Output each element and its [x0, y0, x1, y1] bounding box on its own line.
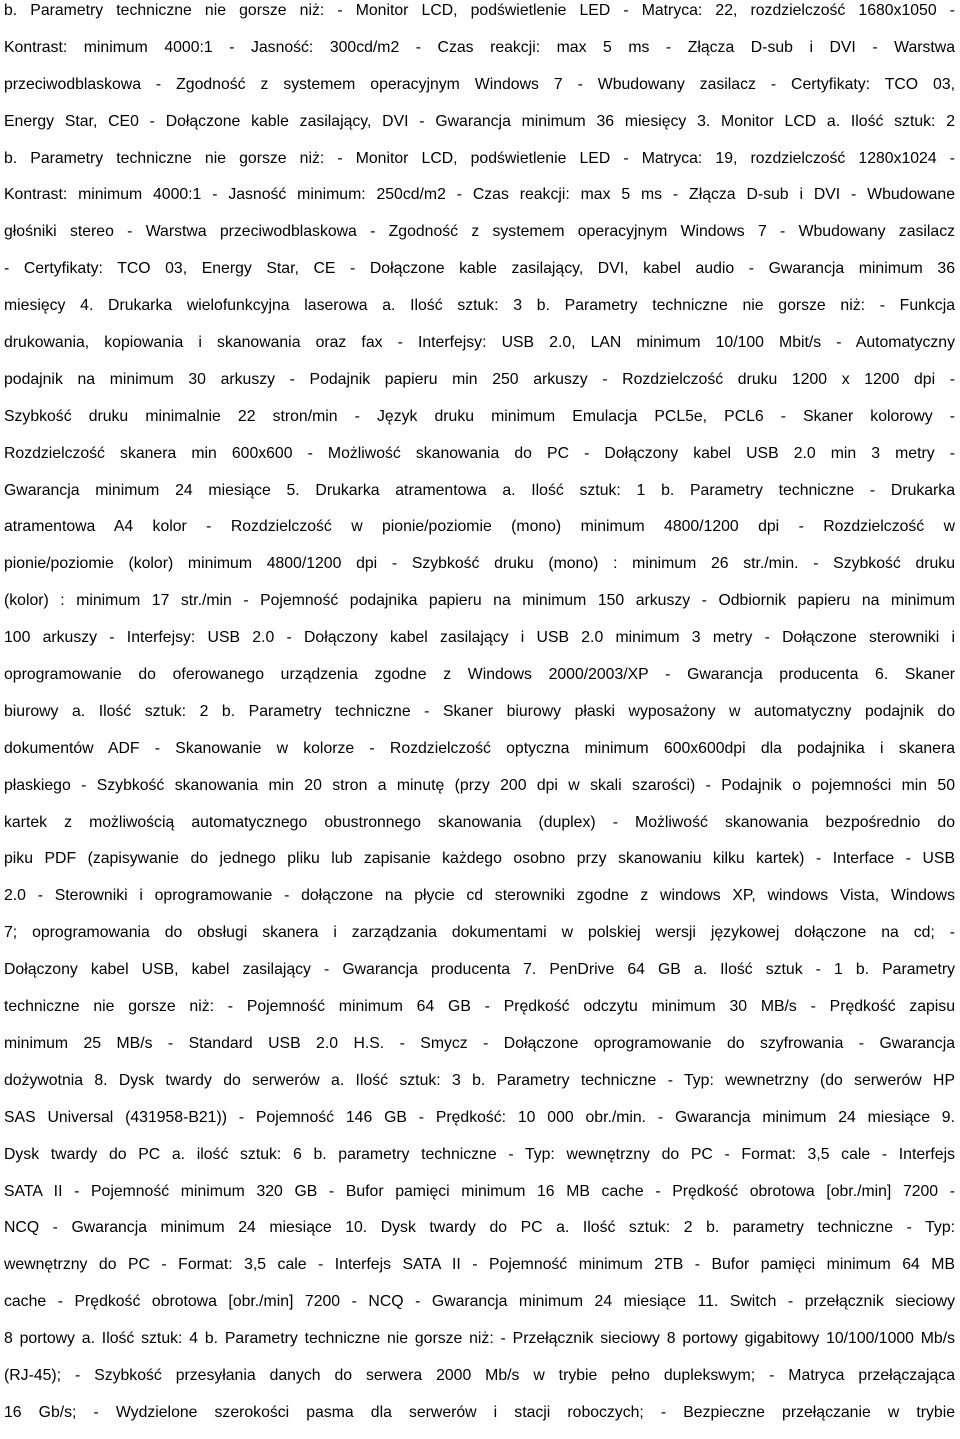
text-line: kartek z możliwością automatycznego obustronnego skanowania (duplex) - Możliwość skanowania bezpośrednio do	[4, 813, 955, 831]
text-line: 7; oprogramowania do obsługi skanera i zarządzania dokumentami w polskiej wersji językowej dołączone na cd; -	[4, 924, 955, 942]
text-line: Energy Star, CE0 - Dołączone kable zasilający, DVI - Gwarancja minimum 36 miesięcy 3. Monitor LCD a. Ilość sztuk: 2	[4, 112, 955, 130]
text-line: Dysk twardy do PC a. ilość sztuk: 6 b. parametry techniczne - Typ: wewnętrzny do PC - Format: 3,5 cale - Interfejs	[4, 1145, 955, 1163]
text-line: dożywotnia 8. Dysk twardy do serwerów a. Ilość sztuk: 3 b. Parametry techniczne - Typ: wewnetrzny (do serwerów HP	[4, 1071, 955, 1089]
text-line: Szybkość druku minimalnie 22 stron/min - Język druku minimum Emulacja PCL5e, PCL6 - Skaner kolorowy -	[4, 407, 955, 425]
text-line: Rozdzielczość skanera min 600x600 - Możliwość skanowania do PC - Dołączony kabel USB 2.0 min 3 metry -	[4, 444, 955, 462]
text-line: (RJ-45); - Szybkość przesyłania danych do serwera 2000 Mb/s w trybie pełno duplekswym; - Matryca przełączająca	[4, 1366, 955, 1384]
text-line: b. Parametry techniczne nie gorsze niż: - Monitor LCD, podświetlenie LED - Matryca: 19, rozdzielczość 1280x1024 -	[4, 149, 955, 167]
text-line: 8 portowy a. Ilość sztuk: 4 b. Parametry techniczne nie gorsze niż: - Przełącznik sieciowy 8 portowy gigabitowy 10/100/1000 Mb/s	[4, 1330, 955, 1348]
text-line: pionie/poziomie (kolor) minimum 4800/1200 dpi - Szybkość druku (mono) : minimum 26 str./min. - Szybkość druku	[4, 555, 955, 573]
text-line: oprogramowanie do oferowanego urządzenia zgodne z Windows 2000/2003/XP - Gwarancja producenta 6. Skaner	[4, 666, 955, 684]
document-body	[4, 0, 955, 1432]
text-line: SATA II - Pojemność minimum 320 GB - Bufor pamięci minimum 16 MB cache - Prędkość obrotowa [obr./min] 7200 -	[4, 1182, 955, 1200]
text-line: głośniki stereo - Warstwa przeciwodblaskowa - Zgodność z systemem operacyjnym Windows 7 - Wbudowany zasilacz	[4, 223, 955, 241]
text-line: płaskiego - Szybkość skanowania min 20 stron a minutę (przy 200 dpi w skali szarości) - Podajnik o pojemności min 50	[4, 776, 955, 794]
text-line: cache - Prędkość obrotowa [obr./min] 7200 - NCQ - Gwarancja minimum 24 miesiące 11. Switch - przełącznik sieciowy	[4, 1293, 955, 1311]
text-line: dokumentów ADF - Skanowanie w kolorze - Rozdzielczość optyczna minimum 600x600dpi dla podajnika i skanera	[4, 739, 955, 757]
text-line: podajnik na minimum 30 arkuszy - Podajnik papieru min 250 arkuszy - Rozdzielczość druku 1200 x 1200 dpi -	[4, 370, 955, 388]
text-line: przeciwodblaskowa - Zgodność z systemem operacyjnym Windows 7 - Wbudowany zasilacz - Certyfikaty: TCO 03,	[4, 75, 955, 93]
text-line: 2.0 - Sterowniki i oprogramowanie - dołączone na płycie cd sterowniki zgodne z windows XP, windows Vista, Windows	[4, 887, 955, 905]
text-line: wewnętrzny do PC - Format: 3,5 cale - Interfejs SATA II - Pojemność minimum 2TB - Bufor pamięci minimum 64 MB	[4, 1256, 955, 1274]
text-line: 100 arkuszy - Interfejsy: USB 2.0 - Dołączony kabel zasilający i USB 2.0 minimum 3 metry - Dołączone sterowniki i	[4, 629, 955, 647]
text-line: (kolor) : minimum 17 str./min - Pojemność podajnika papieru na minimum 150 arkuszy - Odbiornik papieru na minimum	[4, 592, 955, 610]
text-line: atramentowa A4 kolor - Rozdzielczość w pionie/poziomie (mono) minimum 4800/1200 dpi - Rozdzielczość w	[4, 518, 955, 536]
text-line: Gwarancja minimum 24 miesiące 5. Drukarka atramentowa a. Ilość sztuk: 1 b. Parametry techniczne - Drukarka	[4, 481, 955, 499]
text-line: techniczne nie gorsze niż: - Pojemność minimum 64 GB - Prędkość odczytu minimum 30 MB/s - Prędkość zapisu	[4, 998, 955, 1016]
text-line: minimum 25 MB/s - Standard USB 2.0 H.S. - Smycz - Dołączone oprogramowanie do szyfrowania - Gwarancja	[4, 1034, 955, 1052]
text-line: b. Parametry techniczne nie gorsze niż: - Monitor LCD, podświetlenie LED - Matryca: 22, rozdzielczość 1680x1050 -	[4, 2, 955, 19]
text-line: miesięcy 4. Drukarka wielofunkcyjna laserowa a. Ilość sztuk: 3 b. Parametry techniczne nie gorsze niż: - Funkcja	[4, 297, 955, 315]
text-line: 16 Gb/s; - Wydzielone szerokości pasma dla serwerów i stacji roboczych; - Bezpieczne przełączanie w trybie	[4, 1403, 955, 1421]
text-line: Dołączony kabel USB, kabel zasilający - Gwarancja producenta 7. PenDrive 64 GB a. Ilość sztuk - 1 b. Parametry	[4, 961, 955, 979]
text-line: Kontrast: minimum 4000:1 - Jasność: 300cd/m2 - Czas reakcji: max 5 ms - Złącza D-sub i DVI - Warstwa	[4, 38, 955, 56]
text-line: piku PDF (zapisywanie do jednego pliku lub zapisanie każdego osobno przy skanowaniu kilku kartek) - Interface - USB	[4, 850, 955, 868]
text-line: - Certyfikaty: TCO 03, Energy Star, CE - Dołączone kable zasilający, DVI, kabel audio - Gwarancja minimum 36	[4, 260, 955, 278]
text-line: drukowania, kopiowania i skanowania oraz fax - Interfejsy: USB 2.0, LAN minimum 10/100 Mbit/s - Automatyczny	[4, 334, 955, 352]
text-line: SAS Universal (431958-B21)) - Pojemność 146 GB - Prędkość: 10 000 obr./min. - Gwarancja minimum 24 miesiące 9.	[4, 1108, 955, 1126]
text-line: biurowy a. Ilość sztuk: 2 b. Parametry techniczne - Skaner biurowy płaski wyposażony w automatyczny podajnik do	[4, 702, 955, 720]
text-line: Kontrast: minimum 4000:1 - Jasność minimum: 250cd/m2 - Czas reakcji: max 5 ms - Złącza D-sub i DVI - Wbudowane	[4, 186, 955, 204]
text-line: NCQ - Gwarancja minimum 24 miesiące 10. Dysk twardy do PC a. Ilość sztuk: 2 b. parametry techniczne - Typ:	[4, 1219, 955, 1237]
